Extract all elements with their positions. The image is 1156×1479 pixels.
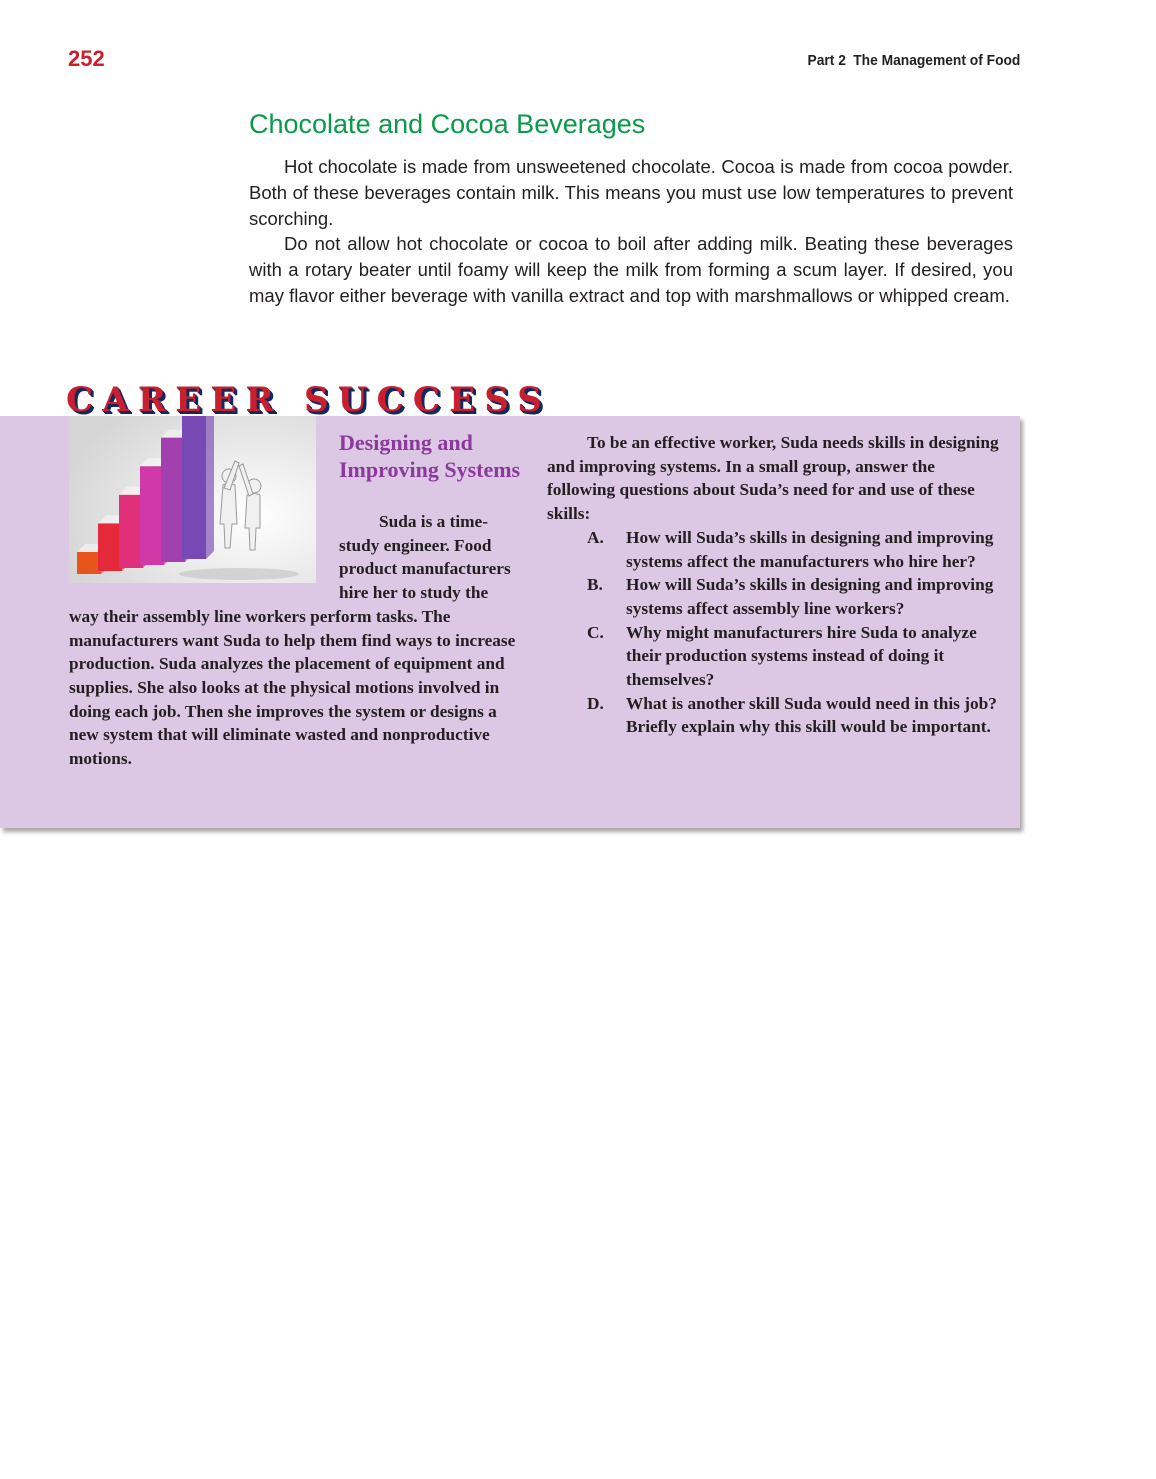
running-head-part: Part 2 bbox=[807, 52, 846, 69]
section-paragraph: Hot chocolate is made from unsweetened chocolate. Cocoa is made from cocoa powder. Both of these beverages contain milk. This means you must use low temperatures to prevent scorching. bbox=[249, 156, 1013, 229]
question-item bbox=[547, 573, 1005, 620]
section-title: Chocolate and Cocoa Beverages bbox=[249, 109, 646, 139]
question-letter: A. bbox=[587, 527, 604, 547]
question-text: Why might manufacturers hire Suda to analyze their production systems instead of doing it themselves? bbox=[626, 622, 977, 690]
question-text: How will Suda’s skills in designing and improving systems affect assembly line workers? bbox=[626, 575, 994, 618]
question-letter: D. bbox=[587, 693, 604, 713]
question-text: How will Suda’s skills in designing and improving systems affect the manufacturers who hire her? bbox=[626, 527, 994, 571]
career-right-column bbox=[547, 431, 1005, 739]
running-head-title: The Management of Food bbox=[852, 52, 1020, 69]
question-item bbox=[547, 692, 1005, 739]
running-head bbox=[807, 52, 1020, 69]
section-body bbox=[249, 154, 1013, 309]
section-paragraph: Do not allow hot chocolate or cocoa to boil after adding milk. Beating these beverages with a rotary beater until foamy will keep the milk from forming a scum layer. If desired, you may flavor either beverage with vanilla extract and top with marshmallows or whipped cream. bbox=[249, 233, 1013, 306]
career-questions-list bbox=[547, 526, 1005, 739]
question-item bbox=[547, 621, 1005, 692]
float-spacer bbox=[69, 510, 339, 604]
question-letter: C. bbox=[587, 622, 604, 642]
question-item bbox=[547, 526, 1005, 573]
question-text: What is another skill Suda would need in this job? Briefly explain why this skill would be important. bbox=[626, 693, 997, 737]
career-left-column bbox=[69, 510, 517, 771]
career-questions-intro: To be an effective worker, Suda needs skills in designing and improving systems. In a small group, answer the following questions about Suda’s need for and use of these skills: bbox=[547, 433, 999, 524]
career-heading: Designing and Improving Systems bbox=[339, 430, 521, 482]
page-number: 252 bbox=[68, 46, 105, 71]
career-story-text: Suda is a time-study engineer. Food product manufacturers hire her to study the way their assembly line workers perform tasks. The manufacturers want Suda to help them find ways to increase production. Suda analyzes the placement of equipment and supplies. She also looks at the physical motions involved in doing each job. Then she improves the system or designs a new system that will eliminate wasted and nonproductive motions. bbox=[69, 512, 516, 769]
question-letter: B. bbox=[587, 575, 603, 595]
career-success-banner: CAREER SUCCESS bbox=[66, 380, 552, 420]
